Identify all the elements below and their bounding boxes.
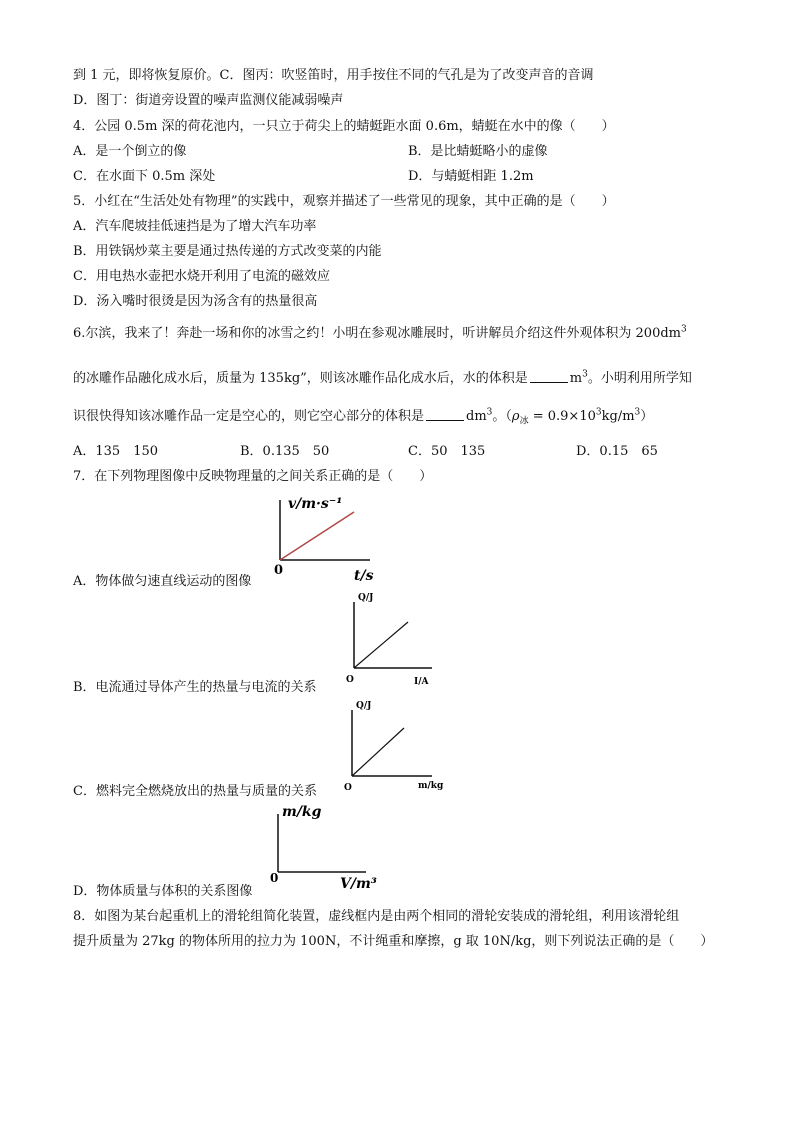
y-axis-label: Q/J — [358, 593, 374, 603]
superscript: 3 — [634, 407, 641, 418]
text-line: D．图丁：街道旁设置的噪声监测仪能减弱噪声 — [73, 93, 344, 108]
graph-b — [342, 588, 442, 690]
superscript: 3 — [486, 407, 493, 418]
graph-c — [342, 696, 452, 796]
origin-label: O — [346, 675, 354, 685]
q6-option-d: D．0.15 65 — [576, 444, 658, 459]
answer-blank[interactable] — [426, 408, 464, 421]
x-axis-label: I/A — [414, 677, 429, 687]
y-axis-label: v/m·s⁻¹ — [288, 496, 343, 512]
graph-a — [270, 488, 380, 584]
question-4: 4．公园 0.5m 深的荷花池内，一只立于荷尖上的蜻蜓距水面 0.6m，蜻蜓在水中的像（ ） — [73, 119, 615, 134]
superscript: 3 — [582, 369, 588, 380]
y-axis-label: Q/J — [356, 701, 372, 711]
q6-text: 识很快得知该冰雕作品一定是空心的，则它空心部分的体积是 — [73, 409, 425, 424]
question-7: 7．在下列物理图像中反映物理量的之间关系正确的是（ ） — [73, 469, 433, 484]
y-axis-label: m/kg — [282, 804, 322, 820]
x-axis-label: V/m³ — [340, 876, 377, 892]
q6-option-a: A．135 150 — [73, 444, 159, 459]
x-axis-label: t/s — [354, 568, 374, 584]
q6-text: 。小明利用所学知 — [587, 371, 692, 386]
q7-option-b: B．电流通过导体产生的热量与电流的关系 — [73, 680, 317, 695]
question-6-line2 — [73, 367, 692, 386]
origin-label: O — [344, 783, 352, 793]
unit: m — [569, 371, 583, 386]
question-8-line2: 提升质量为 27kg 的物体所用的拉力为 100N，不计绳重和摩擦，g 取 10N/kg，则下列说法正确的是（ ） — [73, 934, 714, 949]
graph-line — [280, 512, 354, 560]
graph-line — [354, 622, 408, 668]
q6-text: 的冰雕作品融化成水后，质量为 135kg”，则该冰雕作品化成水后，水的体积是 — [73, 371, 528, 386]
q4-option-d: D．与蜻蜓相距 1.2m — [408, 169, 534, 184]
q7-option-d: D．物体质量与体积的关系图像 — [73, 884, 253, 899]
q4-option-a: A．是一个倒立的像 — [73, 144, 187, 159]
q6-option-c: C．50 135 — [408, 444, 486, 459]
question-5: 5．小红在“生活处处有物理”的实践中，观察并描述了一些常见的现象，其中正确的是（ ） — [73, 194, 615, 209]
question-8-line1: 8．如图为某台起重机上的滑轮组简化装置，虚线框内是由两个相同的滑轮安装成的滑轮组，利用该滑轮组 — [73, 909, 680, 924]
origin-label: 0 — [270, 871, 279, 885]
x-axis-label: m/kg — [418, 781, 444, 791]
q5-option-a: A．汽车爬坡挂低速挡是为了增大汽车功率 — [73, 219, 317, 234]
formula: = 0.9×10 — [528, 409, 596, 424]
rho-symbol: ρ — [511, 409, 520, 424]
q6-text: 。（ — [492, 409, 512, 424]
question-6-line1 — [73, 322, 687, 341]
question-6-line3 — [73, 405, 653, 427]
q6-option-b: B．0.135 50 — [240, 444, 330, 459]
subscript-ice: 冰 — [519, 416, 529, 427]
q4-option-c: C．在水面下 0.5m 深处 — [73, 169, 216, 184]
graph-line — [352, 728, 404, 776]
q5-option-b: B．用铁锅炒菜主要是通过热传递的方式改变菜的内能 — [73, 244, 382, 259]
q6-text: ） — [640, 409, 654, 424]
graph-d — [268, 800, 378, 892]
q6-text: 6.尔滨，我来了！奔赴一场和你的冰雪之约！小明在参观冰雕展时，听讲解员介绍这件外观体积为 200dm — [73, 326, 681, 341]
text-line: 到 1 元，即将恢复原价。C．图丙：吹竖笛时，用手按住不同的气孔是为了改变声音的音调 — [73, 68, 594, 83]
q7-option-c: C．燃料完全燃烧放出的热量与质量的关系 — [73, 784, 317, 799]
q5-option-c: C．用电热水壶把水烧开利用了电流的磁效应 — [73, 269, 330, 284]
q7-option-a: A．物体做匀速直线运动的图像 — [73, 574, 252, 589]
q4-option-b: B．是比蜻蜓略小的虚像 — [408, 144, 548, 159]
q5-option-d: D．汤入嘴时很烫是因为汤含有的热量很高 — [73, 294, 318, 309]
superscript: 3 — [595, 407, 602, 418]
formula-unit: kg/m — [601, 409, 635, 424]
superscript: 3 — [681, 324, 687, 335]
unit: dm — [466, 409, 487, 424]
answer-blank[interactable] — [530, 370, 568, 383]
origin-label: 0 — [274, 563, 284, 578]
